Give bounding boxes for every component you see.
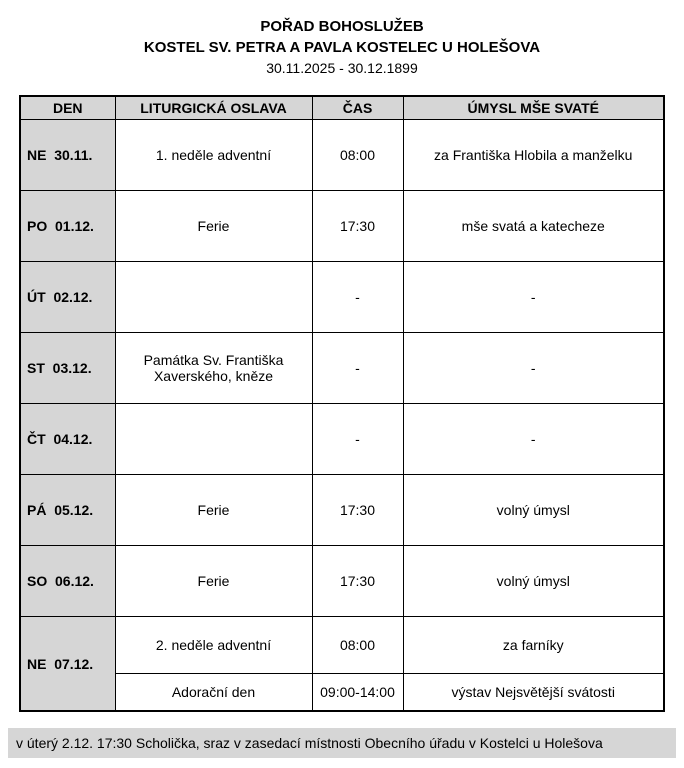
col-header-den: DEN bbox=[20, 96, 115, 120]
day-cell: NE 30.11. bbox=[20, 120, 115, 191]
day-cell: NE 07.12. bbox=[20, 617, 115, 712]
intention-cell: mše svatá a katecheze bbox=[403, 191, 664, 262]
liturgy-cell bbox=[115, 262, 312, 333]
table-row bbox=[20, 262, 664, 333]
day-cell: SO 06.12. bbox=[20, 546, 115, 617]
table-row bbox=[20, 404, 664, 475]
time-cell: 17:30 bbox=[312, 546, 403, 617]
table-row bbox=[20, 120, 664, 191]
intention-cell: volný úmysl bbox=[403, 475, 664, 546]
col-header-cas: ČAS bbox=[312, 96, 403, 120]
col-header-umysl: ÚMYSL MŠE SVATÉ bbox=[403, 96, 664, 120]
time-cell: - bbox=[312, 404, 403, 475]
time-cell: 08:00 bbox=[312, 617, 403, 674]
time-cell: 17:30 bbox=[312, 191, 403, 262]
time-cell: - bbox=[312, 333, 403, 404]
intention-cell: volný úmysl bbox=[403, 546, 664, 617]
liturgy-cell: Ferie bbox=[115, 191, 312, 262]
schedule-table bbox=[19, 95, 665, 712]
intention-cell: za farníky bbox=[403, 617, 664, 674]
col-header-oslava: LITURGICKÁ OSLAVA bbox=[115, 96, 312, 120]
time-cell: 09:00-14:00 bbox=[312, 674, 403, 712]
header-row bbox=[20, 96, 664, 120]
intention-cell: - bbox=[403, 262, 664, 333]
liturgy-cell: 2. neděle adventní bbox=[115, 617, 312, 674]
table-row bbox=[20, 475, 664, 546]
day-cell: PÁ 05.12. bbox=[20, 475, 115, 546]
time-cell: - bbox=[312, 262, 403, 333]
page-subtitle: KOSTEL SV. PETRA A PAVLA KOSTELEC U HOLEŠOVA bbox=[143, 39, 541, 56]
intention-cell: - bbox=[403, 404, 664, 475]
liturgy-cell: Adorační den bbox=[115, 674, 312, 712]
intention-cell: výstav Nejsvětější svátosti bbox=[403, 674, 664, 712]
time-cell: 17:30 bbox=[312, 475, 403, 546]
day-cell: ÚT 02.12. bbox=[20, 262, 115, 333]
liturgy-cell: 1. neděle adventní bbox=[115, 120, 312, 191]
table-row bbox=[20, 191, 664, 262]
footer-note: v úterý 2.12. 17:30 Scholička, sraz v zasedací místnosti Obecního úřadu v Kostelci u Holešova bbox=[8, 728, 676, 758]
liturgy-cell: Ferie bbox=[115, 475, 312, 546]
day-cell: ST 03.12. bbox=[20, 333, 115, 404]
page-title: POŘAD BOHOSLUŽEB bbox=[260, 18, 424, 35]
day-cell: ČT 04.12. bbox=[20, 404, 115, 475]
time-cell: 08:00 bbox=[312, 120, 403, 191]
table-subrow bbox=[20, 674, 664, 712]
intention-cell: - bbox=[403, 333, 664, 404]
table-row bbox=[20, 546, 664, 617]
liturgy-cell bbox=[115, 404, 312, 475]
day-cell: PO 01.12. bbox=[20, 191, 115, 262]
table-row bbox=[20, 333, 664, 404]
table-row bbox=[20, 617, 664, 674]
intention-cell: za Františka Hlobila a manželku bbox=[403, 120, 664, 191]
date-range: 30.11.2025 - 30.12.1899 bbox=[266, 60, 418, 76]
liturgy-cell: Ferie bbox=[115, 546, 312, 617]
document-header bbox=[0, 16, 684, 79]
liturgy-cell: Památka Sv. Františka Xaverského, kněze bbox=[115, 333, 312, 404]
